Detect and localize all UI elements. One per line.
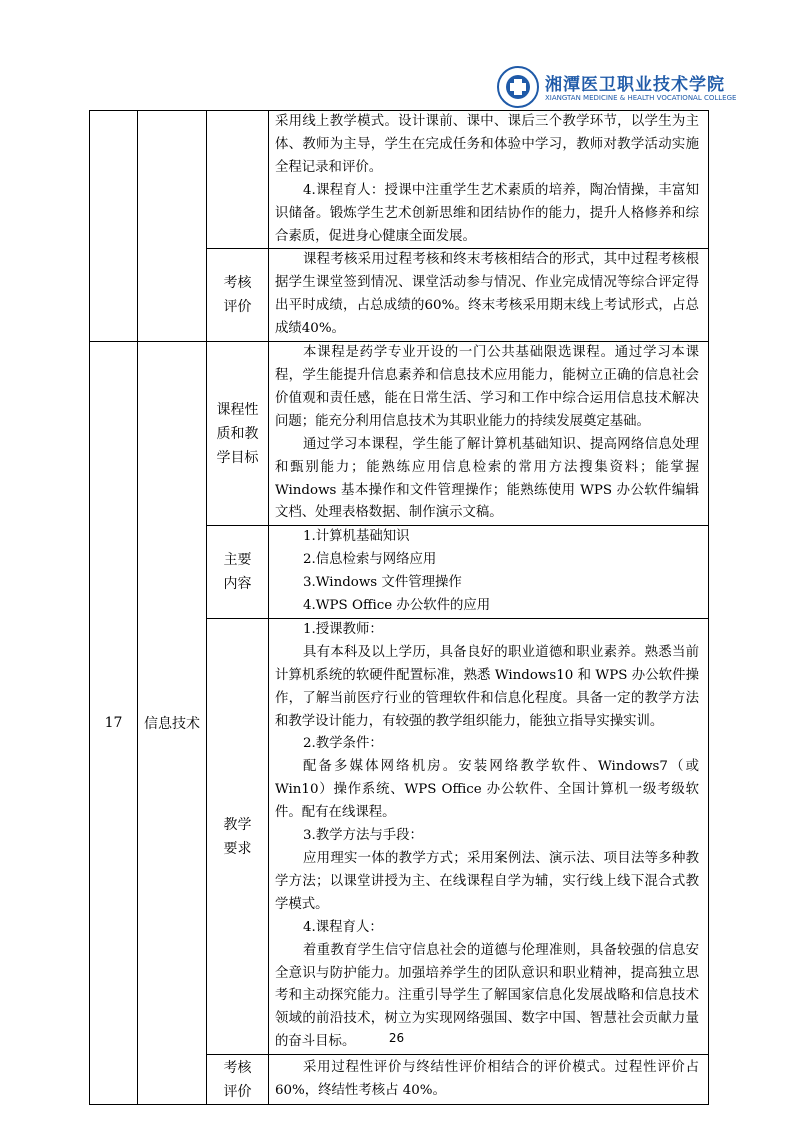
course-table [89,110,709,1105]
prev-number-cell [90,111,138,342]
content-item-1: 1.计算机基础知识 [303,529,410,545]
req-text [269,618,709,1054]
req-heading-3: 3.教学方法与手段： [303,828,423,844]
prev-teaching-p1: 采用线上教学模式。设计课前、课中、课后三个教学环节，以学生为主体、教师为主导，学生在完成任务和体验中学习，教师对教学活动实施全程记录和评价。 [275,114,699,175]
nature-p1: 本课程是药学专业开设的一门公共基础限选课程。通过学习本课程，学生能提升信息素养和信息技术应用能力，能树立正确的信息社会价值观和责任感，能在日常生活、学习和工作中综合运用信息技术解决问题；能充分利用信息技术为其职业能力的持续发展奠定基础。 [275,345,699,429]
req-text-4: 着重教育学生信守信息社会的道德与伦理准则，具备较强的信息安全意识与防护能力。加强培养学生的团队意识和职业精神，提高独立思考和主动探究能力。注重引导学生了解国家信息化发展战略和信息技术领域的前沿技术，树立为实现网络强国、数字中国、智慧社会贡献力量的奋斗目标。 [275,942,699,1050]
req-label: 教学要求 [207,618,269,1054]
school-name-en: XIANGTAN MEDICINE & HEALTH VOCATIONAL COLLEGE [545,94,737,102]
req-text-1: 具有本科及以上学历，具备良好的职业道德和职业素养。熟悉当前计算机系统的软硬件配置标准，熟悉 Windows10 和 WPS 办公软件操作，了解当前医疗行业的管理软件和信息化程度。具备一定的教学方法和教学设计能力，有较强的教学组织能力，能独立指导实操实训。 [275,644,699,729]
school-logo [497,66,737,112]
school-emblem-icon [497,66,539,108]
nature-p2: 通过学习本课程，学生能了解计算机基础知识、提高网络信息处理和甄别能力；能熟练应用信息检索的常用方法搜集资料；能掌握Windows 基本操作和文件管理操作；能熟练使用 WPS 办公软件编辑文档、处理表格数据、制作演示文稿。 [275,436,699,521]
content-item-4: 4.WPS Office 办公软件的应用 [303,598,491,614]
prev-teaching-p2: 4.课程育人：授课中注重学生艺术素质的培养，陶冶情操，丰富知识储备。锻炼学生艺术创新思维和团结协作的能力，提升人格修养和综合素质，促进身心健康全面发展。 [275,182,699,244]
req-heading-4: 4.课程育人： [303,919,383,935]
content-item-2: 2.信息检索与网络应用 [303,552,437,568]
nature-text [269,342,709,526]
prev-label-cell [207,111,269,249]
prev-assessment-text: 课程考核采用过程考核和终末考核相结合的形式，其中过程考核根据学生课堂签到情况、课堂活动参与情况、作业完成情况等综合评定得出平时成绩，占总成绩的60%。终末考核采用期末线上考试形式，占总成绩40%。 [269,249,709,342]
school-name-cn: 湘潭医卫职业技术学院 [545,75,725,95]
req-text-2: 配备多媒体网络机房。安装网络教学软件、Windows7（或 Win10）操作系统、WPS Office 办公软件、全国计算机一级考级软件。配有在线课程。 [275,759,699,821]
prev-name-cell [138,111,207,342]
req-heading-1: 1.授课教师： [303,621,383,637]
req-text-3: 应用理实一体的教学方式；采用案例法、演示法、项目法等多种教学方法；以课堂讲授为主、在线课程自学为辅，实行线上线下混合式教学模式。 [275,851,699,912]
content-list [269,526,709,619]
prev-assessment-label: 考核评价 [207,249,269,342]
content-label: 主要内容 [207,526,269,619]
prev-teaching-cell [269,111,709,249]
nature-label: 课程性质和教学目标 [207,342,269,526]
course-number: 17 [90,342,138,1105]
req-heading-2: 2.教学条件： [303,736,383,752]
assess-label: 考核评价 [207,1055,269,1105]
course-name: 信息技术 [138,342,207,1105]
assess-text: 采用过程性评价与终结性评价相结合的评价模式。过程性评价占60%，终结性考核占 40%。 [269,1055,709,1105]
content-item-3: 3.Windows 文件管理操作 [303,575,462,591]
page-number: 26 [388,1031,405,1045]
